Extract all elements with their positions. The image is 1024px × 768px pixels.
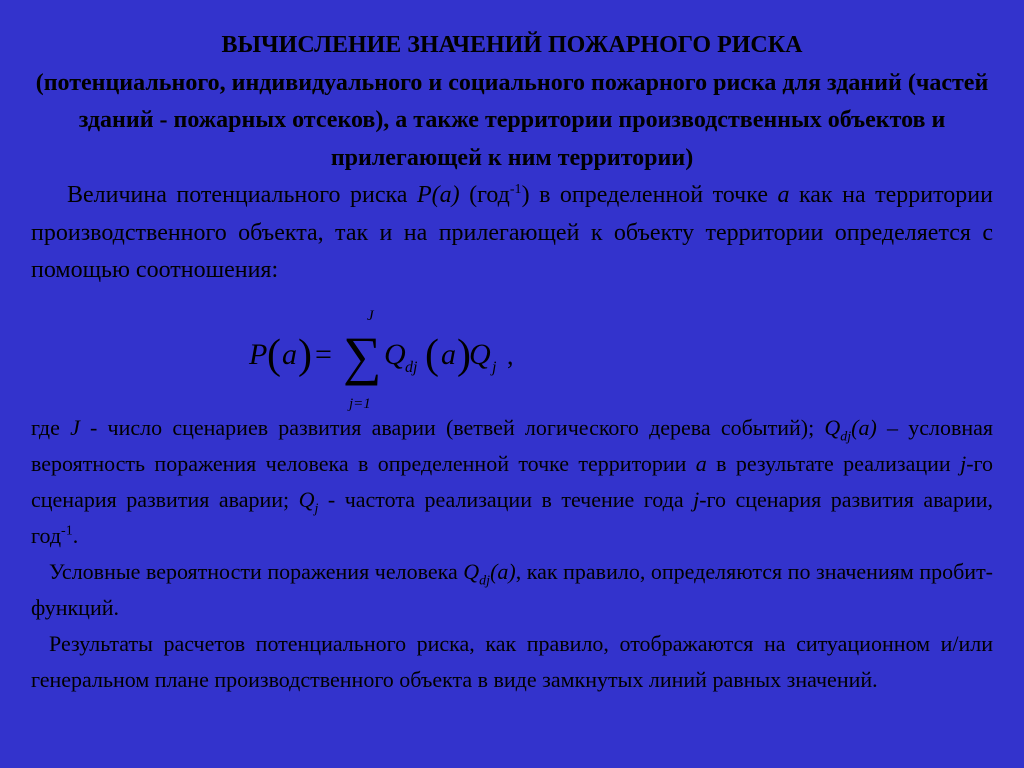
formula-equals: =: [315, 337, 332, 371]
formula-a: a: [282, 337, 297, 371]
cond-q-symbol: Q: [463, 558, 480, 584]
results-text: Результаты расчетов потенциального риска, как правило, отображаются на ситуационном и/или генеральном плане производственного объекта в виде замкнутых линий равных значений.: [31, 630, 993, 692]
where-text: где: [31, 414, 71, 440]
formula-upper-limit: J: [367, 307, 374, 324]
slide-title: [31, 0, 993, 177]
where-text: – условная вероятность поражения человека в определенной точке территории: [31, 414, 993, 476]
intro-text: (год: [459, 182, 510, 208]
formula-p: P: [249, 337, 268, 371]
formula-paren-open: (: [267, 331, 281, 378]
where-text: - число сценариев развития аварии (ветвей логического дерева событий);: [79, 414, 825, 440]
where-jj-symbol: j: [960, 450, 967, 476]
formula-lower-limit: j=1: [349, 395, 371, 412]
where-qj-sub: j: [314, 500, 319, 516]
intro-a-symbol: а: [777, 182, 790, 208]
intro-paragraph: [31, 177, 993, 290]
where-text: -го сценария развития аварии, год: [31, 486, 993, 548]
where-superscript: -1: [61, 523, 73, 539]
formula-q1: Q: [384, 337, 406, 371]
where-a-arg: (a): [851, 414, 877, 440]
where-text: - частота реализации в течение года: [318, 486, 694, 512]
results-paragraph: [31, 626, 993, 698]
cond-q-sub: dj: [479, 572, 491, 588]
where-j-symbol: J: [70, 414, 80, 440]
where-a-symbol: a: [695, 450, 707, 476]
formula-comma: ,: [507, 340, 514, 370]
cond-a-arg: (a): [490, 558, 516, 584]
intro-p-symbol: P(a): [416, 182, 460, 208]
where-text: .: [72, 522, 79, 548]
where-q-sub: dj: [840, 428, 852, 444]
where-q-symbol: Q: [824, 414, 841, 440]
where-qj-symbol: Q: [298, 486, 315, 512]
risk-formula: [249, 300, 529, 410]
where-text: в результате реализации: [706, 450, 961, 476]
title-line-2: (потенциального, индивидуального и социального пожарного риска для зданий (частей зданий - пожарных отсеков), а также территории производственных объектов и прилегающей к ним территории): [35, 69, 989, 171]
conditional-probability-paragraph: [31, 554, 993, 626]
where-jj-symbol: j: [693, 486, 700, 512]
formula-q2: Q: [469, 337, 491, 371]
where-text: -го сценария развития аварии;: [31, 450, 993, 512]
formula-sum: ∑: [343, 325, 382, 386]
formula-paren-close: ): [298, 331, 312, 378]
formula-area: [31, 290, 993, 410]
formula-q2-sub: j: [492, 358, 497, 376]
formula-paren-close-2: ): [457, 331, 471, 378]
intro-superscript: -1: [509, 182, 522, 197]
formula-a-2: a: [441, 337, 456, 371]
where-paragraph: [31, 410, 993, 554]
cond-text: , как правило, определяются по значениям пробит-функций.: [31, 558, 994, 620]
title-line-1: ВЫЧИСЛЕНИЕ ЗНАЧЕНИЙ ПОЖАРНОГО РИСКА: [221, 32, 803, 58]
formula-q1-sub: dj: [405, 358, 418, 376]
intro-text: Величина потенциального риска: [67, 182, 417, 208]
formula-paren-open-2: (: [425, 331, 439, 378]
formula-svg: [249, 300, 529, 410]
intro-text: как на территории производственного объекта, так и на прилегающей к объекту территории определяется с помощью соотношения:: [31, 182, 993, 283]
cond-text: Условные вероятности поражения человека: [49, 558, 464, 584]
intro-text: ) в определенной точке: [521, 182, 778, 208]
